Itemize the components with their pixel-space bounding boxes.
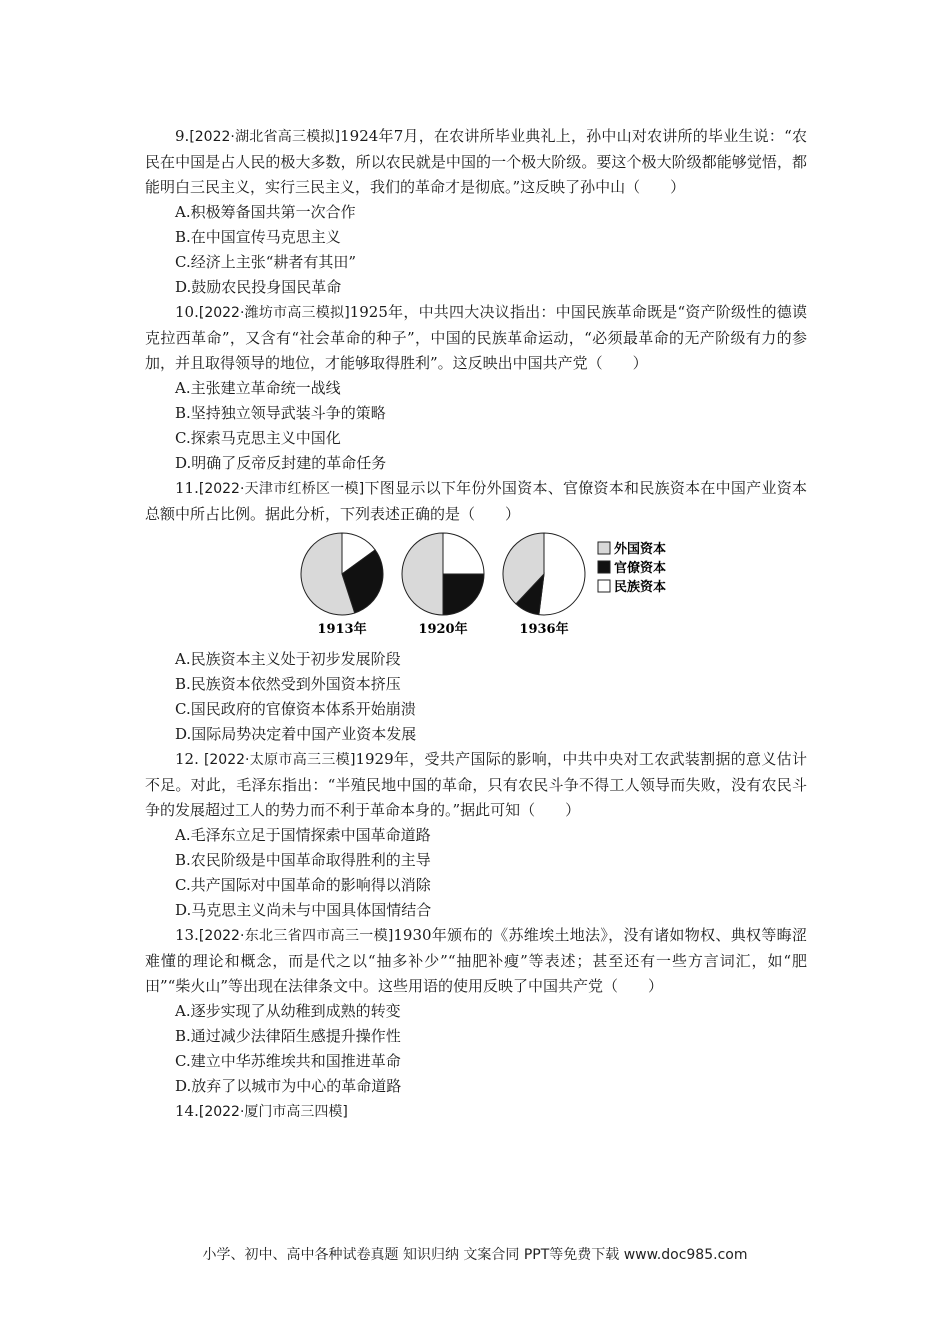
question-text: 1924年7月，在农讲所毕业典礼上，孙中山对农讲所的毕业生说：“农民在中国是占人民的极大多数，所以农民就是中国的一个极大阶级。要这个极大阶级都能够觉悟，都能明白三民主义，实行三民主义，我们的革命才是彻底。”这反映了孙中山（ ） (145, 127, 807, 196)
question-text: 1930年颁布的《苏维埃土地法》，没有诸如物权、典权等晦涩难懂的理论和概念，而是代之以“抽多补少”“抽肥补瘦”等表述；甚至还有一些方言词汇，如“肥田”“柴火山”等出现在法律条文中。这些用语的使用反映了中国共产党（ ） (145, 926, 807, 995)
pie-slice-1920年-外国资本 (402, 533, 443, 615)
question-number: 10. (175, 303, 199, 321)
question-number: 9. (175, 127, 190, 145)
question-source: [2022·潍坊市高三模拟] (198, 305, 350, 321)
option[interactable]: D.放弃了以城市为中心的革命道路 (175, 1077, 402, 1095)
pie-label: 1936年 (519, 622, 569, 637)
question-source: [2022·东北三省四市高三一模] (198, 928, 394, 944)
question-text: 下图显示以下年份外国资本、官僚资本和民族资本在中国产业资本总额中所占比例。据此分析，下列表述正确的是（ ） (145, 479, 807, 523)
question-9 (145, 124, 807, 300)
option[interactable]: D.马克思主义尚未与中国具体国情结合 (175, 901, 432, 919)
question-list (145, 124, 807, 1125)
question-number: 12. (175, 750, 204, 768)
option[interactable]: A.逐步实现了从幼稚到成熟的转变 (175, 1002, 401, 1020)
pie-slice-1936年-民族资本 (539, 533, 585, 615)
page-footer: 小学、初中、高中各种试卷真题 知识归纳 文案合同 PPT等免费下载 www.doc985.com (202, 1247, 748, 1263)
legend-label: 官僚资本 (614, 561, 667, 576)
option[interactable]: A.积极筹备国共第一次合作 (175, 203, 356, 221)
question-number: 14. (175, 1102, 199, 1120)
question-source: [2022·湖北省高三模拟] (189, 129, 341, 145)
option[interactable]: A.民族资本主义处于初步发展阶段 (175, 650, 401, 668)
question-text: 1929年，受共产国际的影响，中共中央对工农武装割据的意义估计不足。对此，毛泽东指出：“半殖民地中国的革命，只有农民斗争不得工人领导而失败，没有农民斗争的发展超过工人的势力而不利于革命本身的。”据此可知（ ） (145, 750, 807, 819)
option[interactable]: A.主张建立革命统一战线 (175, 379, 341, 397)
option[interactable]: B.通过减少法律陌生感提升操作性 (175, 1027, 401, 1045)
pie-label: 1913年 (317, 622, 367, 637)
question-stem (145, 923, 807, 999)
legend-swatch (598, 580, 610, 592)
question-source: [2022·厦门市高三四模] (198, 1104, 348, 1120)
option[interactable]: B.在中国宣传马克思主义 (175, 228, 341, 246)
question-12 (145, 747, 807, 923)
question-stem (145, 124, 807, 200)
option[interactable]: B.坚持独立领导武装斗争的策略 (175, 404, 386, 422)
question-14 (145, 1099, 807, 1125)
question-source: [2022·天津市红桥区一模] (198, 481, 365, 497)
question-number: 11. (175, 479, 199, 497)
question-stem (145, 747, 807, 823)
option[interactable]: C.建立中华苏维埃共和国推进革命 (175, 1052, 401, 1070)
legend-swatch (598, 542, 610, 554)
option[interactable]: C.国民政府的官僚资本体系开始崩溃 (175, 700, 416, 718)
legend-label: 民族资本 (614, 580, 667, 595)
pie-chart-figure (145, 531, 807, 641)
pie-slice-1920年-官僚资本 (443, 574, 484, 615)
option[interactable]: D.明确了反帝反封建的革命任务 (175, 454, 387, 472)
pie-charts (300, 531, 720, 639)
question-source: [2022·太原市高三三模] (203, 752, 356, 768)
option[interactable]: C.经济上主张“耕者有其田” (175, 253, 357, 271)
option[interactable]: B.民族资本依然受到外国资本挤压 (175, 675, 401, 693)
option[interactable]: D.鼓励农民投身国民革命 (175, 278, 342, 296)
question-10 (145, 300, 807, 476)
question-number: 13. (175, 926, 199, 944)
legend-swatch (598, 561, 610, 573)
question-stem (145, 476, 807, 527)
option[interactable]: D.国际局势决定着中国产业资本发展 (175, 725, 417, 743)
question-13 (145, 923, 807, 1099)
option[interactable]: A.毛泽东立足于国情探索中国革命道路 (175, 826, 431, 844)
legend-label: 外国资本 (614, 542, 667, 557)
pie-slice-1920年-民族资本 (443, 533, 484, 574)
pie-label: 1920年 (418, 622, 468, 637)
question-text: 1925年，中共四大决议指出：中国民族革命既是“资产阶级性的德谟克拉西革命”，又含有“社会革命的种子”，中国的民族革命运动，“必须最革命的无产阶级有力的参加，并且取得领导的地位，才能够取得胜利”。这反映出中国共产党（ ） (145, 303, 807, 372)
question-11 (145, 476, 807, 747)
option[interactable]: C.共产国际对中国革命的影响得以消除 (175, 876, 431, 894)
option[interactable]: C.探索马克思主义中国化 (175, 429, 341, 447)
option[interactable]: B.农民阶级是中国革命取得胜利的主导 (175, 851, 431, 869)
question-stem (145, 1099, 807, 1125)
question-stem (145, 300, 807, 376)
